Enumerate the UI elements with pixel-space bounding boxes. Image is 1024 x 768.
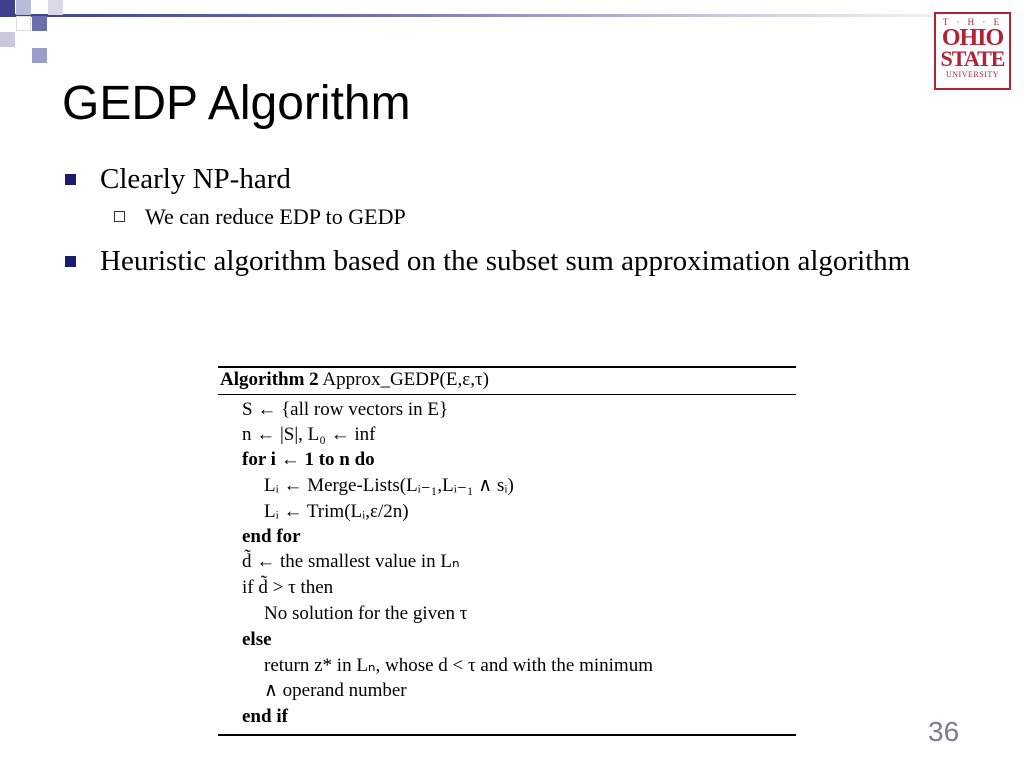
bullet-text: Heuristic algorithm based on the subset sum approximation algorithm [100,245,911,277]
algo-line: return z* in Lₙ, whose d < τ and with the minimum [264,655,653,676]
bullet-item [62,160,942,198]
algorithm-label: Algorithm 2 [220,369,319,390]
algo-line: No solution for the given τ [264,603,468,624]
algo-line: end for [242,526,301,547]
algorithm-header [220,368,489,392]
bullet-text: Clearly NP-hard [100,163,291,195]
algo-line: if d̃ > τ then [242,577,334,598]
slide-title: GEDP Algorithm [62,77,411,130]
bullet-list [62,160,942,284]
algo-line: d̃ ← the smallest value in Lₙ [242,551,460,572]
algo-line: ∧ operand number [264,680,407,701]
algo-line: for i ← 1 to n do [242,449,375,470]
algo-line: n ← |S|, L₀ ← inf [242,424,376,445]
algorithm-name: Approx_GEDP(E,ε,τ) [322,369,489,390]
sub-bullet-item [62,202,942,232]
algo-line: else [242,629,272,650]
algo-line: end if [242,706,288,727]
ohio-state-logo: T · H · E OHIO STATE UNIVERSITY [934,12,1011,90]
square-bullet-icon [65,174,76,185]
bullet-item [62,242,942,280]
square-bullet-icon [65,256,76,267]
page-number: 36 [928,716,960,747]
algorithm-box [218,366,796,736]
algo-line: Lᵢ ← Merge-Lists(Lᵢ₋₁,Lᵢ₋₁ ∧ sᵢ) [264,475,514,496]
algo-line: S ← {all row vectors in E} [242,399,449,420]
header-bar [0,14,1024,17]
rule-bottom [218,734,796,736]
hollow-square-bullet-icon [114,211,125,222]
sub-bullet-text: We can reduce EDP to GEDP [145,204,406,229]
algo-line: Lᵢ ← Trim(Lᵢ,ε/2n) [264,501,409,522]
rule-middle [218,394,796,395]
